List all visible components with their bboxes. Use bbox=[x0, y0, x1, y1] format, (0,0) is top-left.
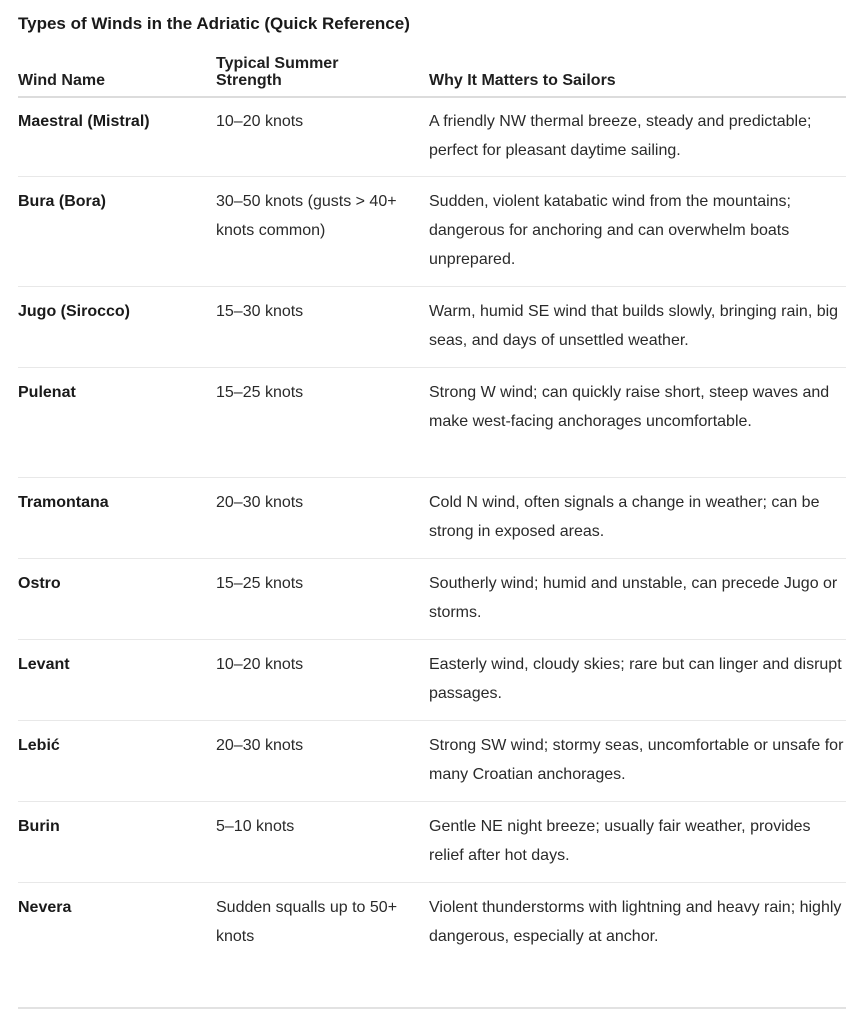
wind-name-cell: Nevera bbox=[18, 899, 72, 916]
table-row bbox=[18, 883, 846, 964]
strength-cell: Sudden squalls up to 50+ knots bbox=[216, 899, 398, 945]
strength-cell: 15–25 knots bbox=[216, 575, 304, 592]
wind-name-cell: Pulenat bbox=[18, 384, 76, 401]
table-row bbox=[18, 721, 846, 802]
wind-name-cell: Tramontana bbox=[18, 494, 109, 511]
table-row bbox=[18, 802, 846, 883]
header-strength: Typical Summer Strength bbox=[216, 55, 339, 89]
why-cell: Cold N wind, often signals a change in weather; can be strong in exposed areas. bbox=[429, 494, 820, 540]
why-cell: Sudden, violent katabatic wind from the mountains; dangerous for anchoring and can overwhelm boats unprepared. bbox=[429, 193, 791, 268]
strength-cell: 5–10 knots bbox=[216, 818, 295, 835]
table-row bbox=[18, 478, 846, 559]
strength-cell: 15–25 knots bbox=[216, 384, 304, 401]
header-why: Why It Matters to Sailors bbox=[429, 72, 616, 89]
wind-name-cell: Burin bbox=[18, 818, 60, 835]
header-wind-name: Wind Name bbox=[18, 72, 105, 89]
table-row bbox=[18, 640, 846, 721]
why-cell: Strong W wind; can quickly raise short, steep waves and make west-facing anchorages uncomfortable. bbox=[429, 384, 830, 430]
table-row bbox=[18, 368, 846, 478]
wind-name-cell: Lebić bbox=[18, 737, 60, 754]
wind-name-cell: Ostro bbox=[18, 575, 61, 592]
why-cell: Violent thunderstorms with lightning and heavy rain; highly dangerous, especially at anchor. bbox=[429, 899, 842, 945]
table-row bbox=[18, 177, 846, 287]
why-cell: Easterly wind, cloudy skies; rare but can linger and disrupt passages. bbox=[429, 656, 842, 702]
strength-cell: 20–30 knots bbox=[216, 494, 304, 511]
strength-cell: 10–20 knots bbox=[216, 656, 304, 673]
bottom-divider bbox=[18, 1007, 846, 1009]
strength-cell: 20–30 knots bbox=[216, 737, 304, 754]
table-header bbox=[18, 52, 846, 98]
why-cell: Southerly wind; humid and unstable, can precede Jugo or storms. bbox=[429, 575, 838, 621]
why-cell: A friendly NW thermal breeze, steady and predictable; perfect for pleasant daytime sailing. bbox=[429, 113, 812, 159]
why-cell: Gentle NE night breeze; usually fair weather, provides relief after hot days. bbox=[429, 818, 811, 864]
table-row bbox=[18, 97, 846, 177]
wind-name-cell: Bura (Bora) bbox=[18, 193, 107, 210]
table-row bbox=[18, 287, 846, 368]
why-cell: Strong SW wind; stormy seas, uncomfortable or unsafe for many Croatian anchorages. bbox=[429, 737, 844, 783]
strength-cell: 15–30 knots bbox=[216, 303, 304, 320]
wind-name-cell: Jugo (Sirocco) bbox=[18, 303, 131, 320]
why-cell: Warm, humid SE wind that builds slowly, bringing rain, big seas, and days of unsettled weather. bbox=[429, 303, 839, 349]
page-title: Types of Winds in the Adriatic (Quick Reference) bbox=[18, 14, 410, 33]
table-row bbox=[18, 559, 846, 640]
table-body bbox=[18, 97, 846, 964]
strength-cell: 10–20 knots bbox=[216, 113, 304, 130]
wind-name-cell: Maestral (Mistral) bbox=[18, 113, 150, 130]
wind-name-cell: Levant bbox=[18, 656, 70, 673]
strength-cell: 30–50 knots (gusts > 40+ knots common) bbox=[216, 193, 397, 239]
